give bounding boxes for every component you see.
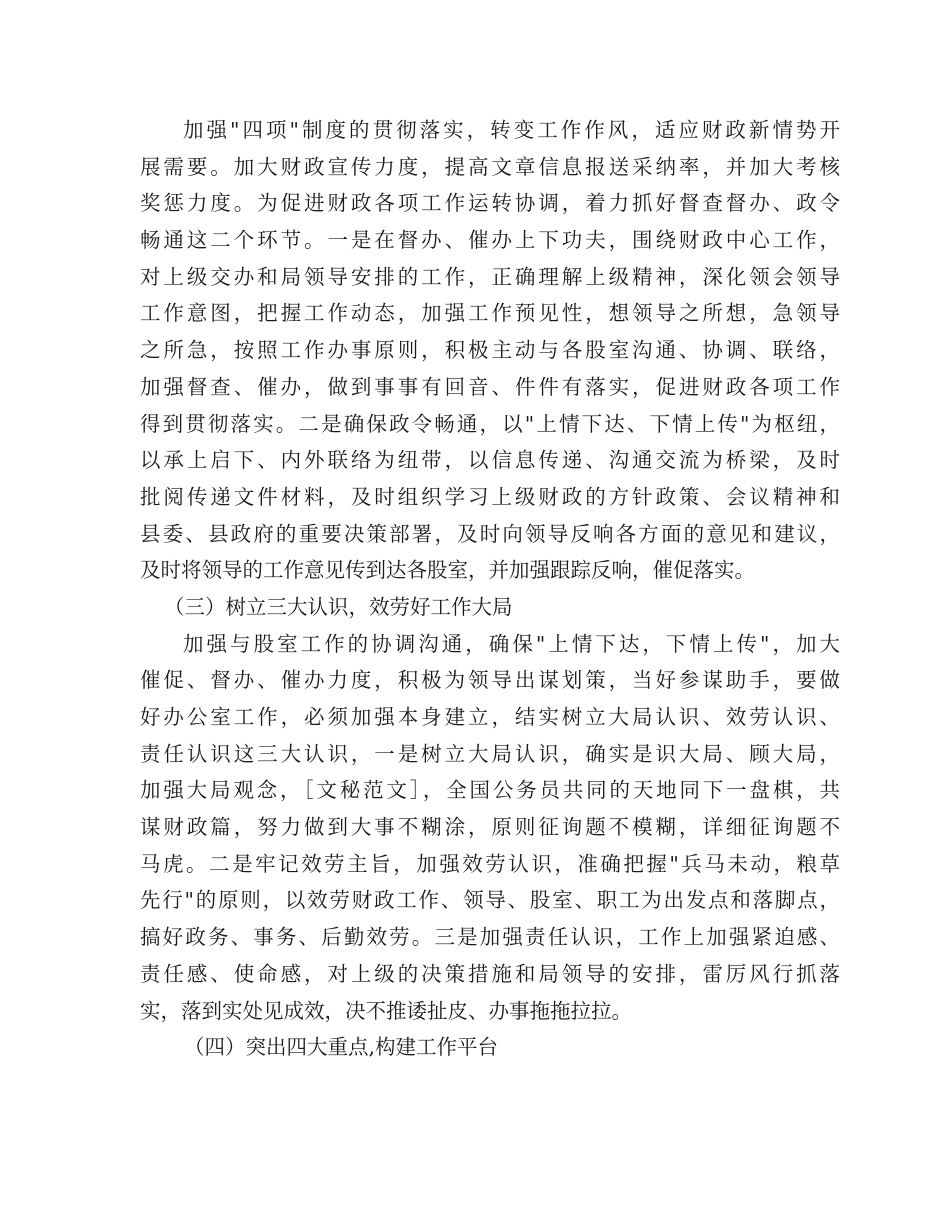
text-line: 奖惩力度。为促进财政各项工作运转协调，着力抓好督查督办、政令 bbox=[140, 191, 840, 216]
text-line: 催促、督办、催办力度，积极为领导出谋划策，当好参谋助手，要做 bbox=[140, 668, 840, 693]
text-line: 加强督查、催办，做到事事有回音、件件有落实，促进财政各项工作 bbox=[140, 374, 840, 399]
paragraph-1 bbox=[140, 112, 840, 589]
paragraph-2 bbox=[140, 626, 840, 1030]
text-line: 畅通这二个环节。一是在督办、催办上下功夫，围绕财政中心工作， bbox=[140, 228, 840, 253]
text-line: 展需要。加大财政宣传力度，提高文章信息报送采纳率，并加大考核 bbox=[140, 154, 840, 179]
text-line: 加强"四项"制度的贯彻落实，转变工作作风，适应财政新情势开 bbox=[183, 118, 840, 142]
text-line: 以承上启下、内外联络为纽带，以信息传递、沟通交流为桥梁，及时 bbox=[140, 448, 840, 473]
text-line: 得到贯彻落实。二是确保政令畅通，以"上情下达、下情上传"为枢纽， bbox=[140, 411, 840, 436]
text-line: 谋财政篇，努力做到大事不糊涂，原则征询题不模糊，详细征询题不 bbox=[140, 815, 840, 840]
text-line: 搞好政务、事务、后勤效劳。三是加强责任认识，工作上加强紧迫感、 bbox=[140, 925, 840, 950]
text-line: 先行"的原则，以效劳财政工作、领导、股室、职工为出发点和落脚点， bbox=[140, 888, 840, 913]
text-line: 责任感、使命感，对上级的决策措施和局领导的安排，雷厉风行抓落 bbox=[140, 961, 840, 986]
section-heading-4: （四）突出四大重点,构建工作平台 bbox=[184, 1035, 499, 1060]
text-line: 加强与股室工作的协调沟通，确保"上情下达，下情上传"，加大 bbox=[183, 631, 840, 656]
text-line: 马虎。二是牢记效劳主旨，加强效劳认识，准确把握"兵马未动，粮草 bbox=[140, 851, 840, 876]
section-heading-3: （三）树立三大认识，效劳好工作大局 bbox=[164, 594, 513, 619]
text-line: 批阅传递文件材料，及时组织学习上级财政的方针政策、会议精神和 bbox=[140, 484, 840, 509]
text-line: 对上级交办和局领导安排的工作，正确理解上级精神，深化领会领导 bbox=[140, 264, 840, 289]
document-body bbox=[140, 112, 840, 1066]
text-line: 县委、县政府的重要决策部署，及时向领导反响各方面的意见和建议， bbox=[140, 521, 840, 546]
text-line: 及时将领导的工作意见传到达各股室，并加强跟踪反响，催促落实。 bbox=[140, 558, 755, 583]
text-line: 加强大局观念，［文秘范文］，全国公务员共同的天地同下一盘棋，共 bbox=[140, 778, 840, 803]
text-line: 之所急，按照工作办事原则，积极主动与各股室沟通、协调、联络， bbox=[140, 338, 840, 363]
text-line: 实，落到实处见成效，决不推诿扯皮、办事拖拖拉拉。 bbox=[140, 998, 632, 1023]
text-line: 责任认识这三大认识，一是树立大局认识，确实是识大局、顾大局， bbox=[140, 741, 840, 766]
text-line: 好办公室工作，必须加强本身建立，结实树立大局认识、效劳认识、 bbox=[140, 705, 840, 729]
text-line: 工作意图，把握工作动态，加强工作预见性，想领导之所想，急领导 bbox=[140, 301, 840, 326]
